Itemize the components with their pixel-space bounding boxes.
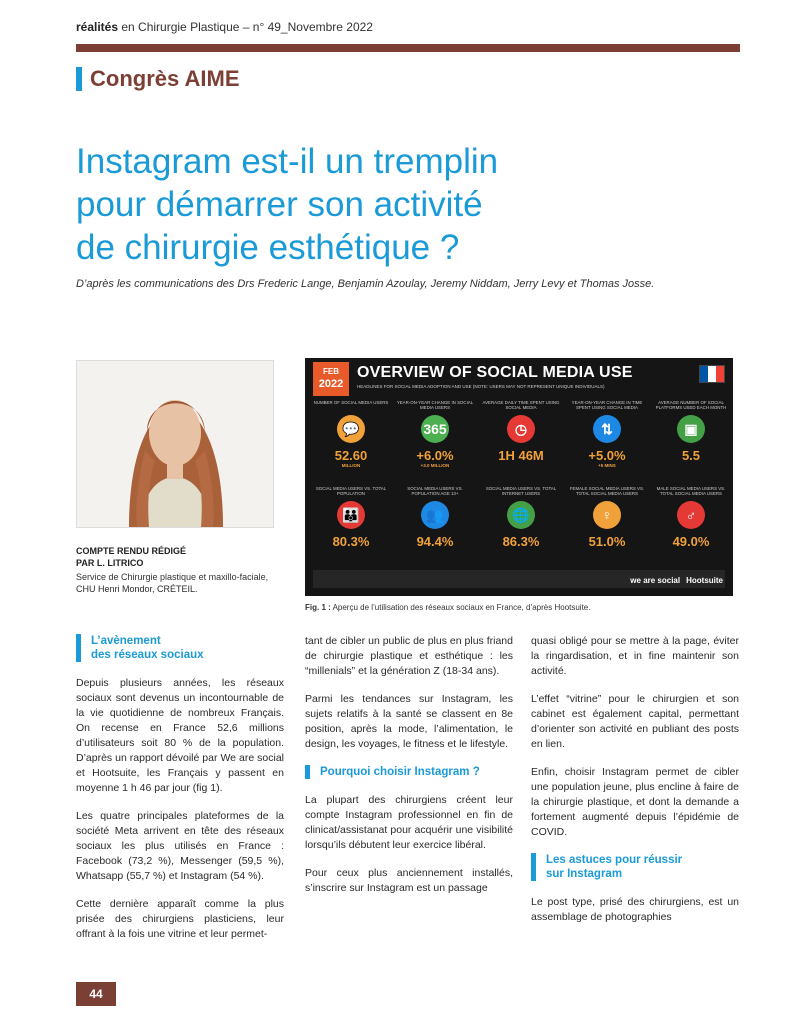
section-tag [76,66,240,92]
paragraph: Depuis plusieurs années, les réseaux sociaux sont devenus un incontournable de la vie quotidienne de nombreux Français. On recense en France 52,6 millions d’utilisateurs soit 80 % de la population. D’après un rapport dévoilé par We are social et Hootsuite, les Français y passent en moyenne 1 h 46 par jour (fig 1). [76,677,284,794]
stat-value: 94.4% [416,534,454,549]
stat-label: YEAR-ON-YEAR CHANGE IN TIME SPENT USING SOCIAL MEDIA [571,400,643,410]
stat-label: MALE SOCIAL MEDIA USERS VS. TOTAL SOCIAL MEDIA USERS [656,486,726,496]
stat-value: 80.3% [332,534,370,549]
calendar-icon: 365 [421,415,449,443]
figure-caption-label: Fig. 1 : [305,603,331,612]
stat-subvalue: MILLION [341,463,361,468]
stat-value: 51.0% [588,534,626,549]
france-flag-icon [699,365,725,383]
stat-label: SOCIAL MEDIA USERS VS. TOTAL INTERNET USERS [485,486,557,496]
stat-value: 86.3% [502,534,540,549]
subheading-line-1: Les astuces pour réussir [546,854,683,866]
article-title [76,140,726,269]
author-photo [76,360,274,528]
paragraph: Pour ceux plus anciennement installés, s’inscrire sur Instagram est un passage [305,867,513,894]
subheading-avenement [76,634,284,662]
stat-value: 1H 46M [498,448,544,463]
paragraph: Enfin, choisir Instagram permet de cibler une population jeune, plus encline à faire de la chirurgie plastique, et dont la demande a fortement augmenté depuis l’épidémie de COVID. [531,766,739,838]
globe-icon: 🌐 [507,501,535,529]
author-affiliation-1: Service de Chirurgie plastique et maxillo-faciale, [76,572,269,582]
title-line-2: pour démarrer son activité [76,185,483,224]
figure-caption-text: Aperçu de l’utilisation des réseaux sociaux en France, d’après Hootsuite. [330,603,591,612]
stat-label: SOCIAL MEDIA USERS VS. TOTAL POPULATION [315,486,387,496]
stat-value: 52.60 [334,448,368,463]
column-3 [531,634,739,938]
author-credits [76,545,296,595]
journal-name: réalités [76,20,119,34]
date-badge [313,362,349,396]
clock-icon: ◷ [507,415,535,443]
paragraph: Le post type, prisé des chirurgiens, est un assemblage de photographies [531,896,739,923]
column-2 [305,634,513,909]
stat-cell [395,486,475,549]
stat-label: FEMALE SOCIAL MEDIA USERS VS. TOTAL SOCIAL MEDIA USERS [569,486,645,496]
author-credit-line-2: PAR L. LITRICO [76,558,144,568]
subheading-astuces [531,853,739,881]
author-credit-line-1: COMPTE RENDU RÉDIGÉ [76,546,187,556]
author-portrait-illustration [77,361,273,527]
stat-subvalue: +3.0 MILLION [420,463,450,468]
column-1 [76,634,284,955]
paragraph: Parmi les tendances sur Instagram, les sujets relatifs à la santé se classent en 8e position, après la mode, l’alimentation, le design, les voyages, le fitness et le lifestyle. [305,693,513,750]
stat-value: 5.5 [681,448,701,463]
stat-label: NUMBER OF SOCIAL MEDIA USERS [313,400,389,405]
people-icon: 👪 [337,501,365,529]
arrows-icon: ⇅ [593,415,621,443]
stat-label: AVERAGE NUMBER OF SOCIAL PLATFORMS USED EACH MONTH [655,400,727,410]
stat-value: 49.0% [672,534,710,549]
paragraph: Les quatre principales plateformes de la société Meta arrivent en tête des réseaux sociaux les plus utilisés en France : Facebook (73,2 %), Messenger (59,5 %), Whatsapp (55,7 %) et Instagram (54 %). [76,810,284,882]
female-icon: ♀ [593,501,621,529]
stat-cell [481,400,561,463]
stat-cell [567,486,647,549]
journal-issue: en Chirurgie Plastique – n° 49_Novembre 2022 [118,20,373,34]
figure-title: OVERVIEW OF SOCIAL MEDIA USE [357,364,633,381]
figure-caption [305,603,590,612]
stat-value: +5.0% [588,448,626,463]
badge-month: FEB [323,367,339,376]
subheading-line-2: des réseaux sociaux [91,649,204,661]
paragraph: Cette dernière apparaît comme la plus prisée des chirurgiens plasticiens, leur offrant à la fois une vitrine et leur permet- [76,898,284,940]
male-icon: ♂ [677,501,705,529]
brand-we-are-social: we are social [630,576,681,585]
social-media-figure [305,358,733,596]
article-byline: D’après les communications des Drs Frederic Lange, Benjamin Azoulay, Jeremy Niddam, Jerry Levy et Thomas Josse. [76,278,655,290]
stat-cell [311,400,391,468]
group-icon: 👥 [421,501,449,529]
subheading-bar [531,853,536,881]
paragraph: quasi obligé pour se mettre à la page, éviter la ringardisation, et in fine maintenir son activité. [531,635,739,677]
paragraph: tant de cibler un public de plus en plus friand de chirurgie plastique et esthétique : les “millenials” et la génération Z (18-34 ans). [305,635,513,677]
header-rule [76,44,740,52]
stat-cell [651,486,731,549]
figure-brands [630,576,723,585]
paragraph: La plupart des chirurgiens créent leur compte Instagram professionnel en fin de clinicat/assistanat pour acquérir une visibilité lorsqu’ils débutent leur exercice libéral. [305,794,513,851]
stat-label: SOCIAL MEDIA USERS VS. POPULATION AGE 13+ [407,486,463,496]
stat-label: AVERAGE DAILY TIME SPENT USING SOCIAL MEDIA [482,400,560,410]
subheading-text: Pourquoi choisir Instagram ? [320,766,480,778]
stat-cell [651,400,731,463]
brand-hootsuite: Hootsuite [686,576,723,585]
chat-icon: 💬 [337,415,365,443]
subheading-bar [76,634,81,662]
section-tag-label: Congrès AIME [90,66,240,91]
stat-cell [481,486,561,549]
stat-cell [311,486,391,549]
figure-subtitle: HEADLINES FOR SOCIAL MEDIA ADOPTION AND USE (NOTE: USERS MAY NOT REPRESENT UNIQUE INDIVIDUALS) [357,384,605,389]
section-tag-bar [76,67,82,91]
stat-cell [395,400,475,468]
subheading-line-1: L’avènement [91,635,161,647]
paragraph: L’effet “vitrine” pour le chirurgien et son cabinet est également capital, permettant d’orienter son activité en publiant des posts en lien. [531,693,739,750]
subheading-bar [305,765,310,779]
subheading-pourquoi [305,765,513,779]
stat-value: +6.0% [416,448,454,463]
stat-cell [567,400,647,468]
apps-icon: ▣ [677,415,705,443]
badge-year: 2022 [318,378,344,390]
journal-header [76,20,373,34]
title-line-1: Instagram est-il un tremplin [76,142,499,181]
author-affiliation-2: CHU Henri Mondor, CRÉTEIL. [76,584,198,594]
subheading-line-2: sur Instagram [546,868,623,880]
stat-subvalue: +5 MINS [598,463,616,468]
stat-label: YEAR-ON-YEAR CHANGE IN SOCIAL MEDIA USERS [396,400,474,410]
page-number: 44 [76,982,116,1006]
title-line-3: de chirurgie esthétique ? [76,228,460,267]
